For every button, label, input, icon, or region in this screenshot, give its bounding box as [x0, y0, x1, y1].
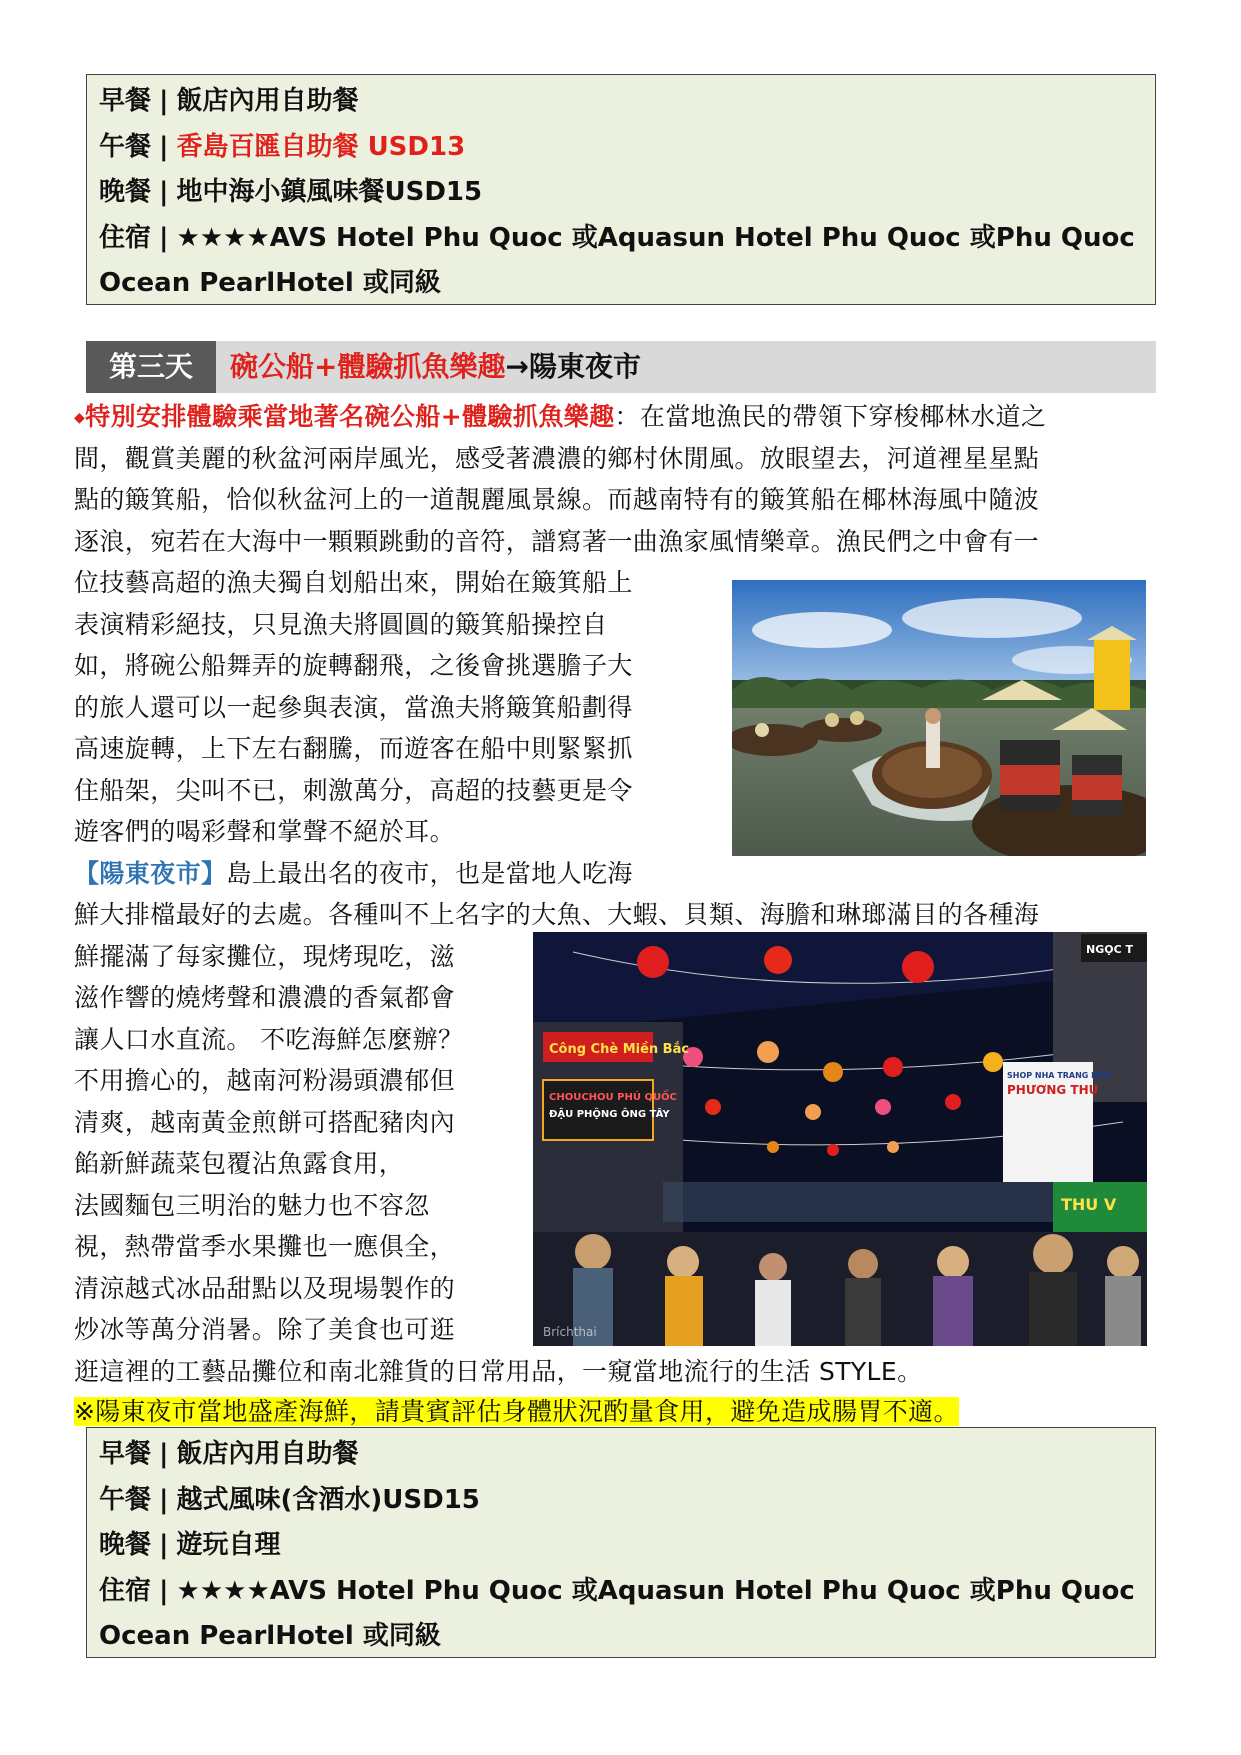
body-line: 遊客們的喝彩聲和掌聲不絕於耳。	[74, 817, 456, 846]
body-line: 點的簸箕船，恰似秋盆河上的一道靚麗風景線。而越南特有的簸箕船在椰林海風中隨波	[74, 485, 1040, 514]
market-sign: NGỌC T	[1086, 943, 1133, 956]
basket-boat-photo	[732, 580, 1146, 856]
separator: |	[159, 1575, 169, 1606]
breakfast-label: 早餐	[99, 86, 152, 116]
arrow-icon: →	[505, 350, 529, 383]
body-line: 鮮大排檔最好的去處。各種叫不上名字的大魚、大蝦、貝類、海膽和琳瑯滿目的各種海	[74, 900, 1040, 929]
day-title-activity: 碗公船+體驗抓魚樂趣	[230, 350, 506, 383]
separator: |	[159, 131, 169, 162]
hotel-value: ★★★★AVS Hotel Phu Quoc 或Aquasun Hotel Phu Quoc 或Phu Quoc Ocean PearlHotel 或同級	[99, 1575, 1135, 1651]
body-line: 如，將碗公船舞弄的旋轉翻飛，之後會挑選膽子大	[74, 651, 633, 680]
body-line: 住船架，尖叫不已，刺激萬分，高超的技藝更是令	[74, 775, 633, 805]
separator: |	[159, 1439, 169, 1469]
hotel-label: 住宿	[99, 1575, 152, 1606]
lunch-value: 香島百匯自助餐 USD13	[176, 131, 466, 162]
intro-highlight: 特別安排體驗乘當地著名碗公船+體驗抓魚樂趣	[85, 402, 615, 431]
separator: |	[159, 177, 169, 207]
lunch-value: 越式風味(含酒水)USD15	[176, 1484, 480, 1515]
intro-line-1	[74, 396, 1046, 440]
breakfast-label: 早餐	[99, 1439, 152, 1469]
breakfast-value: 飯店內用自助餐	[176, 1439, 359, 1469]
diamond-bullet-icon: ◆	[74, 410, 86, 426]
day-header	[86, 341, 1156, 393]
meal-box-top	[86, 74, 1156, 305]
market-sign: CHOUCHOU PHÚ QUỐC	[549, 1092, 677, 1103]
meal-row-hotel	[99, 1569, 1143, 1660]
night-market-photo	[533, 932, 1147, 1346]
market-sign: ĐẬU PHỘNG ÔNG TÂY	[549, 1109, 670, 1120]
lunch-label: 午餐	[99, 131, 152, 162]
market-label: 【陽東夜市】	[74, 858, 227, 888]
day-badge: 第三天	[86, 341, 216, 393]
meal-row-breakfast	[99, 1432, 1143, 1478]
body-line: 清涼越式冰品甜點以及現場製作的	[74, 1273, 456, 1303]
body-line: 逛這裡的工藝品攤位和南北雜貨的日常用品，一窺當地流行的生活 STYLE。	[74, 1356, 923, 1386]
body-line: 位技藝高超的漁夫獨自划船出來，開始在簸箕船上	[74, 568, 633, 597]
meal-row-hotel	[99, 216, 1143, 307]
separator: |	[159, 86, 169, 116]
body-line: 表演精彩絕技，只見漁夫將圓圓的簸箕船操控自	[74, 609, 608, 639]
body-line: 的旅人還可以一起參與表演，當漁夫將簸箕船劃得	[74, 692, 633, 722]
meal-row-breakfast	[99, 79, 1143, 125]
body-line: 高速旋轉，上下左右翻騰，而遊客在船中則緊緊抓	[74, 734, 633, 763]
meal-box-bottom	[86, 1427, 1156, 1658]
body-line: 清爽，越南黃金煎餅可搭配豬肉內	[74, 1107, 456, 1137]
separator: |	[159, 1530, 169, 1560]
market-sign: Công Chè Miền Bắc	[549, 1042, 690, 1057]
body-line: 餡新鮮蔬菜包覆沾魚露食用，	[74, 1149, 405, 1178]
separator: |	[159, 222, 169, 253]
meal-row-dinner	[99, 1523, 1143, 1569]
notice-highlight: ※陽東夜市當地盛產海鮮，請貴賓評估身體狀況酌量食用，避免造成腸胃不適。	[74, 1397, 959, 1426]
market-sign: Bríchthai	[543, 1325, 597, 1339]
body-line: 炒冰等萬分消暑。除了美食也可逛	[74, 1315, 456, 1344]
body-line: 鮮擺滿了每家攤位，現烤現吃，滋	[74, 941, 456, 971]
day-title	[230, 341, 641, 393]
hotel-label: 住宿	[99, 222, 152, 253]
body-line: 讓人口水直流。 不吃海鮮怎麼辦？	[74, 1024, 464, 1054]
dinner-value: 遊玩自理	[176, 1530, 281, 1560]
body-line: 逐浪，宛若在大海中一顆顆跳動的音符，譜寫著一曲漁家風情樂章。漁民們之中會有一	[74, 526, 1040, 556]
market-sign: SHOP NHA TRANG BIỂN	[1007, 1071, 1113, 1080]
market-sign: PHƯƠNG THU	[1007, 1083, 1099, 1097]
lunch-label: 午餐	[99, 1484, 152, 1515]
body-line: 間，觀賞美麗的秋盆河兩岸風光，感受著濃濃的鄉村休閒風。放眼望去，河道裡星星點	[74, 443, 1040, 473]
separator: |	[159, 1484, 169, 1515]
dinner-label: 晚餐	[99, 1530, 152, 1560]
meal-row-dinner	[99, 170, 1143, 216]
body-text: ：在當地漁民的帶領下穿梭椰林水道之	[614, 402, 1047, 431]
body-line: 不用擔心的，越南河粉湯頭濃郁但	[74, 1066, 456, 1095]
hotel-value: ★★★★AVS Hotel Phu Quoc 或Aquasun Hotel Phu Quoc 或Phu Quoc Ocean PearlHotel 或同級	[99, 222, 1135, 298]
body-line: 視，熱帶當季水果攤也一應俱全，	[74, 1232, 456, 1261]
breakfast-value: 飯店內用自助餐	[176, 86, 359, 116]
meal-row-lunch	[99, 1478, 1143, 1524]
dinner-label: 晚餐	[99, 177, 152, 207]
body-text: 島上最出名的夜市，也是當地人吃海	[226, 858, 633, 888]
market-sign: THU V	[1061, 1195, 1117, 1214]
body-line: 法國麵包三明治的魅力也不容忽	[74, 1190, 430, 1220]
market-line-1	[74, 853, 633, 895]
meal-row-lunch	[99, 125, 1143, 171]
day-title-market: 陽東夜市	[528, 350, 641, 383]
dinner-value: 地中海小鎮風味餐USD15	[176, 177, 483, 207]
body-line: 滋作響的燒烤聲和濃濃的香氣都會	[74, 983, 456, 1012]
